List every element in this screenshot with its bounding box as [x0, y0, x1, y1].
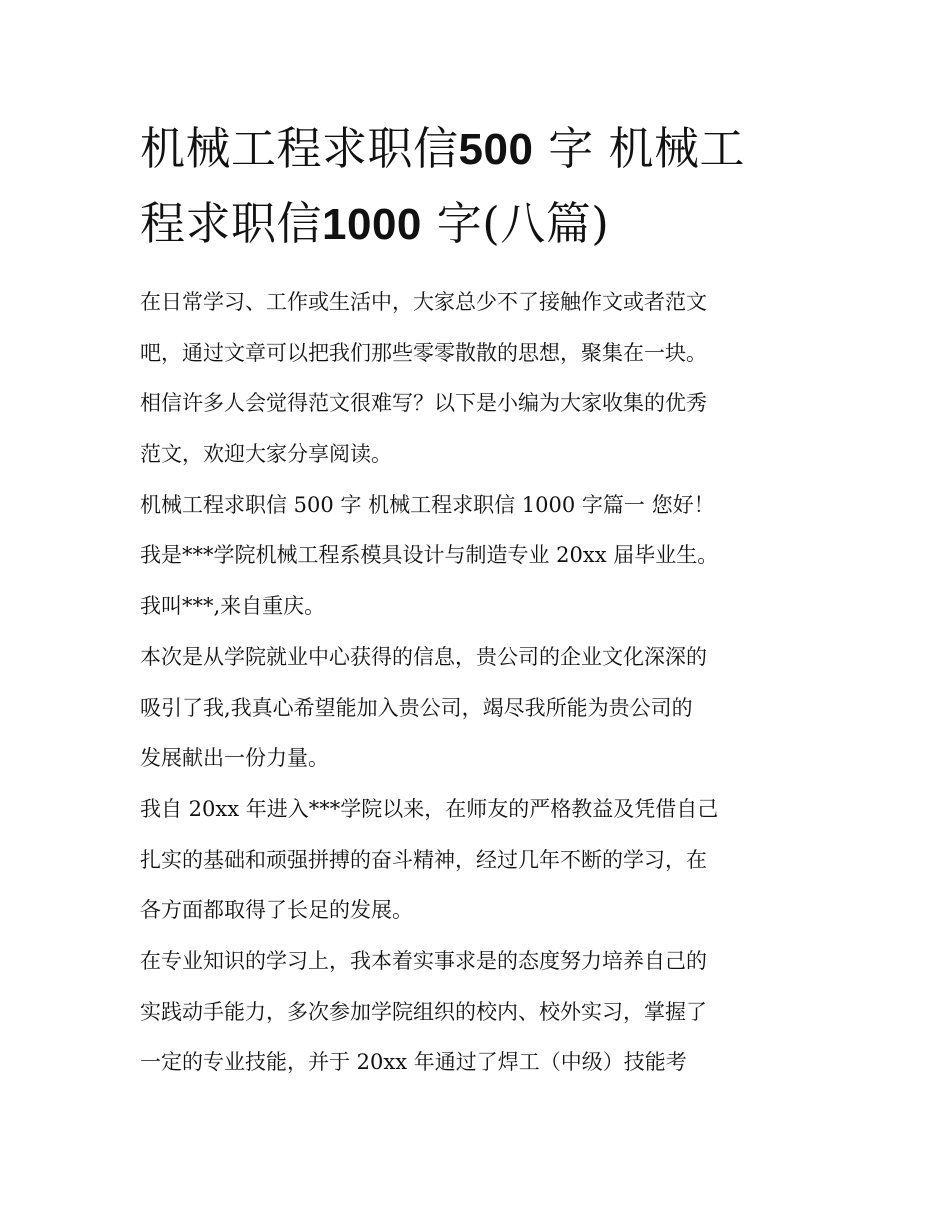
body-line: 相信许多人会觉得范文很难写？以下是小编为大家收集的优秀	[140, 391, 707, 416]
title-text: 字(八篇)	[421, 197, 610, 250]
body-line: 范文，欢迎大家分享阅读。	[140, 442, 392, 467]
body-line: 在日常学习、工作或生活中，大家总少不了接触作文或者范文	[140, 290, 707, 314]
title-text: 机械工程求职信	[140, 122, 459, 175]
body-line: 我是***学院机械工程系模具设计与制造专业 20xx 届毕业生。	[140, 543, 719, 568]
title-number: 1000	[322, 200, 422, 249]
document-body	[140, 277, 830, 1088]
body-line: 我自 20xx 年进入***学院以来，在师友的严格教益及凭借自己	[140, 796, 719, 821]
title-number: 500	[458, 125, 534, 174]
body-line: 本次是从学院就业中心获得的信息，贵公司的企业文化深深的	[140, 644, 707, 669]
body-line: 在专业知识的学习上，我本着实事求是的态度努力培养自己的	[140, 948, 707, 973]
body-line: 吸引了我,我真心希望能加入贵公司，竭尽我所能为贵公司的	[140, 695, 693, 720]
title-line	[140, 112, 820, 187]
body-line: 一定的专业技能，并于 20xx 年通过了焊工（中级）技能考	[140, 1050, 687, 1075]
document-title	[140, 112, 820, 262]
body-line: 各方面都取得了长足的发展。	[140, 898, 413, 923]
title-text: 程求职信	[140, 197, 323, 250]
body-line: 扎实的基础和顽强拼搏的奋斗精神，经过几年不断的学习，在	[140, 847, 707, 872]
body-line: 实践动手能力，多次参加学院组织的校内、校外实习，掌握了	[140, 999, 707, 1024]
body-line: 发展献出一份力量。	[140, 746, 329, 771]
body-line: 我叫***,来自重庆。	[140, 594, 326, 619]
body-line: 机械工程求职信 500 字 机械工程求职信 1000 字篇一 您好！	[140, 492, 715, 517]
title-text: 字 机械工	[533, 122, 746, 175]
title-line	[140, 187, 820, 262]
body-line: 吧，通过文章可以把我们那些零零散散的思想，聚集在一块。	[140, 340, 707, 365]
